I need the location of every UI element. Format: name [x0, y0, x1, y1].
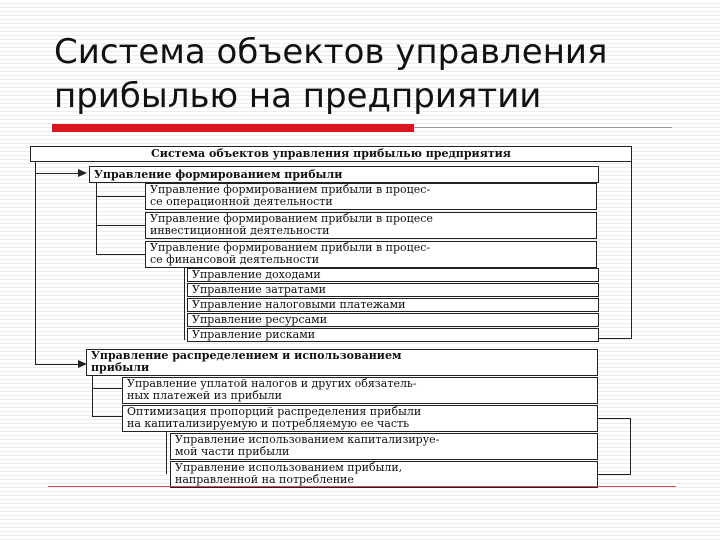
- connector-taxes: [92, 388, 122, 389]
- subitem-consumption-profit: [170, 461, 598, 488]
- bottom-divider-line: [48, 486, 676, 487]
- activity-box-investment-line-2: инвестиционной деятельности: [150, 224, 330, 237]
- slide-title-line-1: Система объектов управления: [54, 32, 608, 72]
- activity-box-operational: [145, 183, 597, 210]
- connector-activity-3: [96, 254, 145, 255]
- connector-right-top: [599, 338, 632, 339]
- title-accent-bar: [52, 124, 414, 132]
- distribution-box-line-2: прибыли: [91, 361, 150, 374]
- activity-box-operational-line-1: Управление формированием прибыли в процес-: [150, 183, 431, 196]
- connector-formation-branch: [96, 183, 97, 254]
- factor-box-revenues: Управление доходами: [187, 268, 599, 282]
- factor-box-resources: Управление ресурсами: [187, 313, 599, 327]
- connector-main-trunk: [35, 162, 36, 364]
- formation-box: Управление формированием прибыли: [89, 166, 599, 183]
- title-divider-line: [414, 127, 672, 128]
- factor-box-tax-payments: Управление налоговыми платежами: [187, 298, 599, 312]
- connector-right-bracket: [631, 162, 632, 338]
- subitem-consumption-profit-line-2: направленной на потребление: [175, 473, 354, 486]
- activity-box-operational-line-2: се операционной деятельности: [150, 195, 333, 208]
- subitem-capitalized-profit: [170, 433, 598, 460]
- connector-distribution-branch: [92, 376, 93, 416]
- connector-to-distribution: [35, 364, 81, 365]
- slide-title: [54, 30, 674, 118]
- connector-to-formation: [35, 173, 81, 174]
- distribution-item-proportions: [122, 405, 598, 432]
- connector-factors-branch: [184, 268, 185, 340]
- distribution-box: [86, 349, 598, 376]
- connector-activity-1: [96, 196, 145, 197]
- root-box: Система объектов управления прибылью предприятия: [30, 146, 632, 162]
- distribution-item-taxes-line-2: ных платежей из прибыли: [127, 389, 282, 402]
- connector-subitems-branch: [166, 432, 167, 474]
- activity-box-financial-line-1: Управление формированием прибыли в процес-: [150, 241, 431, 254]
- factor-box-risks: Управление рисками: [187, 328, 599, 342]
- distribution-item-taxes-line-1: Управление уплатой налогов и других обязатель-: [127, 377, 417, 390]
- slide-title-line-2: прибылью на предприятии: [54, 76, 542, 116]
- arrow-to-formation: [78, 169, 87, 177]
- activity-box-investment-line-1: Управление формированием прибыли в процесе: [150, 212, 433, 225]
- distribution-item-proportions-line-2: на капитализируемую и потребляемую ее часть: [127, 417, 410, 430]
- distribution-box-line-1: Управление распределением и использованием: [91, 349, 402, 362]
- activity-box-investment: [145, 212, 597, 239]
- connector-activity-2: [96, 225, 145, 226]
- subitem-capitalized-profit-line-1: Управление использованием капитализируе-: [175, 433, 440, 446]
- connector-subitems-right-top: [598, 418, 631, 419]
- connector-subitems-right-bottom: [598, 474, 631, 475]
- distribution-item-taxes: [122, 377, 598, 404]
- activity-box-financial: [145, 241, 597, 268]
- connector-proportions: [92, 416, 122, 417]
- activity-box-financial-line-2: се финансовой деятельности: [150, 253, 320, 266]
- distribution-item-proportions-line-1: Оптимизация пропорций распределения прибыли: [127, 405, 422, 418]
- connector-subitems-right-bracket: [630, 418, 631, 474]
- factor-box-costs: Управление затратами: [187, 283, 599, 297]
- subitem-consumption-profit-line-1: Управление использованием прибыли,: [175, 461, 403, 474]
- subitem-capitalized-profit-line-2: мой части прибыли: [175, 445, 290, 458]
